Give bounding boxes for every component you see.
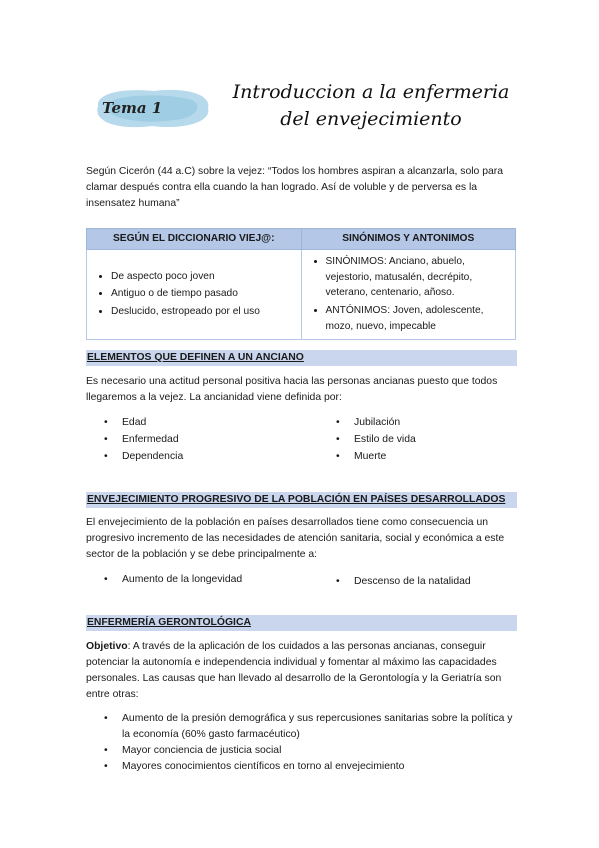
objective-label: Objetivo <box>86 641 128 652</box>
title-line-1: Introduccion a la enfermeria <box>232 81 510 103</box>
section-heading: ENFERMERÍA GERONTOLÓGICA <box>86 615 517 631</box>
list-item: • Aumento de la longevidad <box>104 572 324 588</box>
objective-paragraph <box>86 639 516 704</box>
list-item <box>326 303 512 335</box>
list-item: • Mayor conciencia de justicia social <box>104 743 516 759</box>
list-item: • Mayores conocimientos científicos en torno al envejecimiento <box>104 759 516 775</box>
objective-text: : A través de la aplicación de los cuidados a las personas ancianas, conseguir potenciar la autonomía e independencia individual y fomentar al máximo las capacidades personales. Las causas que han llevado al desarrollo de la Gerontología y la Geriatría son entre otras: <box>86 641 502 701</box>
cause-list-right <box>336 574 516 590</box>
cause-list-left <box>104 572 324 588</box>
gerontology-causes-list <box>104 711 516 776</box>
list-item: • Estilo de vida <box>336 431 516 448</box>
synonyms-cell <box>301 249 516 339</box>
element-list-right <box>336 414 516 465</box>
list-item: • Edad <box>104 414 304 431</box>
list-item: • Muerte <box>336 448 516 465</box>
antonyms-label: ANTÓNIMOS <box>325 305 388 317</box>
tema-label: Tema 1 <box>102 99 163 117</box>
list-item: • De aspecto poco joven <box>111 269 297 285</box>
title-line-2: del envejecimiento <box>280 107 462 130</box>
list-item: • Aumento de la presión demográfica y sus repercusiones sanitarias sobre la política y la economía (60% gasto farmacéutico) <box>104 711 516 743</box>
table-header-synonyms: SINÓNIMOS Y ANTONIMOS <box>301 229 516 250</box>
section-heading: ELEMENTOS QUE DEFINEN A UN ANCIANO <box>86 350 517 366</box>
list-item: • Deslucido, estropeado por el uso <box>111 304 297 320</box>
section-paragraph: Es necesario una actitud personal positiva hacia las personas ancianas puesto que todos llegaremos a la vejez. La ancianidad viene definida por: <box>86 376 498 404</box>
list-item: • Jubilación <box>336 414 516 431</box>
list-item: • Descenso de la natalidad <box>336 574 516 590</box>
list-item: • Enfermedad <box>104 431 304 448</box>
intro-quote: Según Cicerón (44 a.C) sobre la vejez: “Todos los hombres aspiran a alcanzarla, solo para clamar después contra ella cuando la han logrado. Así de voluble y de perversa es la insensatez humana” <box>86 166 503 210</box>
page-title <box>226 79 516 132</box>
section-heading: ENVEJECIMIENTO PROGRESIVO DE LA POBLACIÓN EN PAÍSES DESARROLLADOS <box>86 492 517 508</box>
dictionary-cell <box>87 249 302 339</box>
definition-table <box>86 228 516 340</box>
antonyms-text: : Joven, adolescente, mozo, nuevo, impecable <box>325 305 484 333</box>
list-item: • Antiguo o de tiempo pasado <box>111 286 297 302</box>
element-list-left <box>104 414 304 465</box>
synonyms-text: : Anciano, abuelo, vejestorio, matusalén, decrépito, veterano, centenario, añoso. <box>325 255 473 299</box>
list-item: • Dependencia <box>104 448 304 465</box>
table-header-dictionary: SEGÚN EL DICCIONARIO VIEJ@: <box>87 229 302 250</box>
synonyms-label: SINÓNIMOS <box>325 255 384 267</box>
section-paragraph: El envejecimiento de la población en países desarrollados tiene como consecuencia un progresivo incremento de las necesidades de atención sanitaria, social y económica a este sector de la población y se debe principalmente a: <box>86 517 505 561</box>
list-item <box>326 254 512 301</box>
